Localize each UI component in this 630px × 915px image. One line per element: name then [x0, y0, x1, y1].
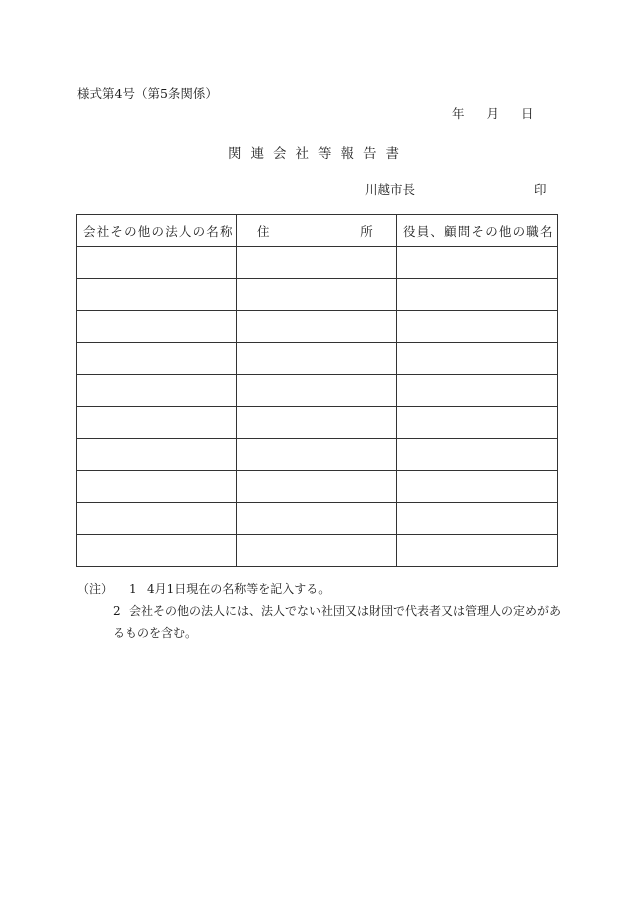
table-row: [77, 407, 558, 439]
date-year-label: 年: [452, 106, 465, 121]
position-cell[interactable]: [397, 407, 558, 439]
col-header-address-part1: 住: [257, 223, 271, 239]
company-name-cell[interactable]: [77, 439, 237, 471]
position-cell[interactable]: [397, 311, 558, 343]
address-cell[interactable]: [237, 535, 397, 567]
address-cell[interactable]: [237, 343, 397, 375]
table-row: [77, 439, 558, 471]
position-cell[interactable]: [397, 375, 558, 407]
table-row: [77, 471, 558, 503]
report-table: [76, 214, 558, 567]
address-cell[interactable]: [237, 471, 397, 503]
position-cell[interactable]: [397, 471, 558, 503]
addressee: 川越市長: [365, 182, 416, 197]
document-title: 関連会社等報告書: [228, 146, 408, 162]
address-cell[interactable]: [237, 279, 397, 311]
form-number: 様式第4号（第5条関係）: [77, 86, 218, 101]
address-cell[interactable]: [237, 375, 397, 407]
note-text: 会社その他の法人には、法人でない社団又は財団で代表者又は管理人の定めがあ: [129, 604, 562, 618]
col-header-company-name: 会社その他の法人の名称: [77, 215, 237, 247]
notes-label: （注）: [77, 582, 114, 596]
note-number: 2: [113, 604, 121, 618]
col-header-address-part2: 所: [360, 223, 374, 239]
table-row: [77, 535, 558, 567]
company-name-cell[interactable]: [77, 343, 237, 375]
table-row: [77, 247, 558, 279]
date-month-label: 月: [486, 106, 500, 121]
col-header-address: [237, 215, 397, 247]
seal-mark: 印: [534, 182, 547, 197]
table-header-row: [77, 215, 558, 247]
address-cell[interactable]: [237, 311, 397, 343]
table-row: [77, 343, 558, 375]
position-cell[interactable]: [397, 503, 558, 535]
address-cell[interactable]: [237, 439, 397, 471]
company-name-cell[interactable]: [77, 471, 237, 503]
note-number: 1: [129, 582, 137, 596]
table-row: [77, 375, 558, 407]
position-cell[interactable]: [397, 343, 558, 375]
note-text: るものを含む。: [113, 626, 198, 640]
table-row: [77, 279, 558, 311]
address-cell[interactable]: [237, 407, 397, 439]
company-name-cell[interactable]: [77, 503, 237, 535]
date-day-label: 日: [521, 106, 534, 121]
address-cell[interactable]: [237, 503, 397, 535]
company-name-cell[interactable]: [77, 247, 237, 279]
col-header-position: 役員、顧問その他の職名: [397, 215, 558, 247]
table-row: [77, 311, 558, 343]
company-name-cell[interactable]: [77, 407, 237, 439]
company-name-cell[interactable]: [77, 375, 237, 407]
address-cell[interactable]: [237, 247, 397, 279]
position-cell[interactable]: [397, 247, 558, 279]
position-cell[interactable]: [397, 279, 558, 311]
company-name-cell[interactable]: [77, 279, 237, 311]
company-name-cell[interactable]: [77, 311, 237, 343]
note-text: 4月1日現在の名称等を記入する。: [147, 582, 331, 596]
table-row: [77, 503, 558, 535]
position-cell[interactable]: [397, 439, 558, 471]
position-cell[interactable]: [397, 535, 558, 567]
company-name-cell[interactable]: [77, 535, 237, 567]
date-line: [452, 104, 534, 122]
